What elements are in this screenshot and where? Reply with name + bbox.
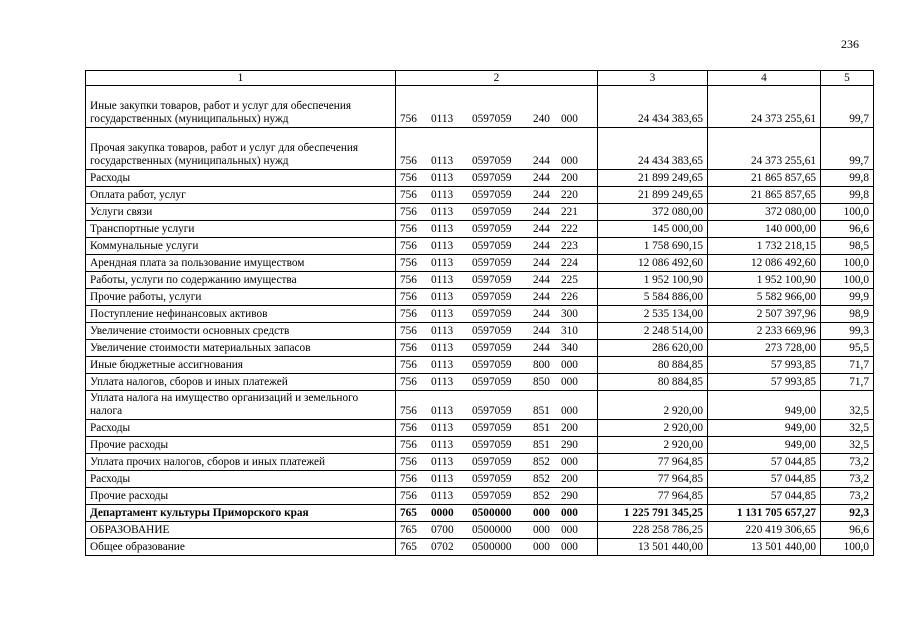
code-5: 224 [561,257,578,269]
code-2: 0113 [431,473,454,485]
row-name: Расходы [86,471,396,488]
value-planned: 2 920,00 [598,420,708,437]
row-name: Работы, услуги по содержанию имущества [86,272,396,289]
row-codes [396,522,598,539]
value-percent: 98,5 [821,238,874,255]
code-5: 220 [561,189,578,201]
code-3: 0597059 [472,240,512,252]
value-actual: 1 131 705 657,27 [708,505,821,522]
row-codes [396,437,598,454]
code-5: 222 [561,223,578,235]
value-percent: 71,7 [821,357,874,374]
code-2: 0113 [431,257,454,269]
code-3: 0597059 [472,155,512,167]
value-planned: 2 535 134,00 [598,306,708,323]
code-2: 0702 [431,541,454,553]
table-row [86,272,874,289]
table-row [86,374,874,391]
code-1: 756 [400,325,417,337]
code-3: 0597059 [472,422,512,434]
table-row [86,471,874,488]
value-planned: 21 899 249,65 [598,187,708,204]
code-2: 0113 [431,223,454,235]
value-percent: 73,2 [821,488,874,505]
value-planned: 77 964,85 [598,471,708,488]
table-row [86,357,874,374]
code-4: 850 [533,376,550,388]
row-name: Коммунальные услуги [86,238,396,255]
row-codes [396,238,598,255]
value-actual: 12 086 492,60 [708,255,821,272]
row-name: Транспортные услуги [86,221,396,238]
code-5: 225 [561,274,578,286]
code-1: 756 [400,189,417,201]
code-2: 0113 [431,274,454,286]
code-4: 852 [533,456,550,468]
code-3: 0500000 [472,507,512,519]
row-codes [396,420,598,437]
value-actual: 24 373 255,61 [708,128,821,170]
table-row [86,539,874,556]
table-body [86,86,874,556]
code-3: 0597059 [472,113,512,125]
code-5: 221 [561,206,578,218]
table-row [86,289,874,306]
code-5: 340 [561,342,578,354]
code-2: 0113 [431,359,454,371]
code-5: 000 [561,507,578,519]
value-actual: 1 952 100,90 [708,272,821,289]
row-name: Увеличение стоимости основных средств [86,323,396,340]
row-name: Услуги связи [86,204,396,221]
code-1: 756 [400,490,417,502]
row-name: Расходы [86,170,396,187]
value-percent: 95,5 [821,340,874,357]
row-codes [396,170,598,187]
code-3: 0500000 [472,524,512,536]
code-4: 244 [533,240,550,252]
row-codes [396,187,598,204]
row-name: ОБРАЗОВАНИЕ [86,522,396,539]
code-3: 0597059 [472,206,512,218]
row-codes [396,323,598,340]
page-number: 236 [841,37,859,51]
code-3: 0597059 [472,172,512,184]
row-name: Прочие работы, услуги [86,289,396,306]
code-3: 0597059 [472,257,512,269]
value-planned: 2 920,00 [598,391,708,420]
table-row [86,306,874,323]
code-4: 000 [533,541,550,553]
value-actual: 13 501 440,00 [708,539,821,556]
value-actual: 24 373 255,61 [708,86,821,128]
code-4: 244 [533,189,550,201]
value-actual: 21 865 857,65 [708,170,821,187]
value-percent: 73,2 [821,471,874,488]
value-actual: 2 233 669,96 [708,323,821,340]
code-2: 0000 [431,507,454,519]
table-row [86,204,874,221]
row-name: Департамент культуры Приморского края [86,505,396,522]
row-name: Прочие расходы [86,437,396,454]
value-percent: 96,6 [821,221,874,238]
row-codes [396,255,598,272]
value-planned: 1 758 690,15 [598,238,708,255]
code-4: 244 [533,291,550,303]
table-row [86,437,874,454]
row-name: Увеличение стоимости материальных запасов [86,340,396,357]
code-5: 200 [561,473,578,485]
value-planned: 24 434 383,65 [598,86,708,128]
code-5: 000 [561,155,578,167]
code-4: 244 [533,308,550,320]
table-row [86,391,874,420]
value-percent: 32,5 [821,391,874,420]
value-actual: 57 993,85 [708,357,821,374]
value-actual: 57 044,85 [708,471,821,488]
table-row [86,187,874,204]
table-row [86,522,874,539]
code-1: 756 [400,376,417,388]
code-4: 244 [533,274,550,286]
row-name: Расходы [86,420,396,437]
code-1: 765 [400,541,417,553]
value-percent: 32,5 [821,420,874,437]
code-2: 0113 [431,240,454,252]
column-header-4: 4 [708,71,821,86]
row-codes [396,357,598,374]
code-3: 0597059 [472,291,512,303]
code-4: 851 [533,422,550,434]
code-4: 851 [533,405,550,417]
code-1: 756 [400,405,417,417]
value-actual: 5 582 966,00 [708,289,821,306]
code-1: 756 [400,206,417,218]
value-planned: 2 920,00 [598,437,708,454]
value-percent: 99,7 [821,128,874,170]
code-3: 0597059 [472,359,512,371]
value-actual: 372 080,00 [708,204,821,221]
code-3: 0597059 [472,376,512,388]
row-name: Поступление нефинансовых активов [86,306,396,323]
value-percent: 98,9 [821,306,874,323]
code-5: 000 [561,359,578,371]
code-4: 244 [533,342,550,354]
code-3: 0597059 [472,473,512,485]
column-header-5: 5 [821,71,874,86]
row-name: Уплата налога на имущество организаций и земельного налога [86,391,396,420]
table-row [86,170,874,187]
value-planned: 24 434 383,65 [598,128,708,170]
code-4: 000 [533,507,550,519]
value-actual: 949,00 [708,437,821,454]
code-4: 852 [533,473,550,485]
value-planned: 1 952 100,90 [598,272,708,289]
value-planned: 12 086 492,60 [598,255,708,272]
value-planned: 80 884,85 [598,374,708,391]
row-codes [396,340,598,357]
row-name: Иные бюджетные ассигнования [86,357,396,374]
value-percent: 100,0 [821,255,874,272]
row-codes [396,505,598,522]
table-header-row [86,71,874,86]
code-1: 756 [400,240,417,252]
row-codes [396,289,598,306]
code-5: 000 [561,376,578,388]
code-2: 0113 [431,155,454,167]
value-actual: 949,00 [708,391,821,420]
value-actual: 140 000,00 [708,221,821,238]
column-header-3: 3 [598,71,708,86]
value-planned: 228 258 786,25 [598,522,708,539]
code-4: 800 [533,359,550,371]
code-2: 0113 [431,325,454,337]
code-1: 756 [400,155,417,167]
code-1: 765 [400,524,417,536]
code-5: 200 [561,172,578,184]
code-1: 756 [400,257,417,269]
code-5: 300 [561,308,578,320]
value-percent: 100,0 [821,204,874,221]
row-name: Оплата работ, услуг [86,187,396,204]
code-3: 0597059 [472,189,512,201]
row-codes [396,306,598,323]
table-row [86,340,874,357]
value-planned: 372 080,00 [598,204,708,221]
row-codes [396,221,598,238]
value-percent: 99,3 [821,323,874,340]
row-codes [396,488,598,505]
value-percent: 100,0 [821,539,874,556]
row-name: Арендная плата за пользование имуществом [86,255,396,272]
value-planned: 21 899 249,65 [598,170,708,187]
table-row [86,454,874,471]
code-2: 0113 [431,342,454,354]
table-row [86,323,874,340]
table-row [86,128,874,170]
column-header-1: 1 [86,71,396,86]
budget-table [85,70,874,556]
code-3: 0597059 [472,274,512,286]
code-1: 756 [400,422,417,434]
value-percent: 99,8 [821,170,874,187]
code-1: 756 [400,274,417,286]
value-actual: 1 732 218,15 [708,238,821,255]
code-4: 244 [533,155,550,167]
code-3: 0597059 [472,456,512,468]
row-codes [396,204,598,221]
value-percent: 99,8 [821,187,874,204]
code-1: 765 [400,507,417,519]
row-codes [396,471,598,488]
row-name: Иные закупки товаров, работ и услуг для обеспечения государственных (муниципальных) нужд [86,86,396,128]
code-5: 000 [561,524,578,536]
code-5: 290 [561,490,578,502]
value-percent: 96,6 [821,522,874,539]
code-1: 756 [400,456,417,468]
value-planned: 5 584 886,00 [598,289,708,306]
code-2: 0113 [431,490,454,502]
row-codes [396,391,598,420]
code-2: 0113 [431,308,454,320]
code-4: 000 [533,524,550,536]
code-5: 200 [561,422,578,434]
table-row [86,505,874,522]
value-actual: 220 419 306,65 [708,522,821,539]
code-4: 244 [533,172,550,184]
code-4: 244 [533,325,550,337]
value-actual: 949,00 [708,420,821,437]
value-planned: 1 225 791 345,25 [598,505,708,522]
code-1: 756 [400,308,417,320]
value-actual: 21 865 857,65 [708,187,821,204]
code-2: 0113 [431,113,454,125]
column-header-2: 2 [396,71,598,86]
value-percent: 73,2 [821,454,874,471]
row-codes [396,539,598,556]
row-name: Прочая закупка товаров, работ и услуг для обеспечения государственных (муниципальных) нужд [86,128,396,170]
code-2: 0700 [431,524,454,536]
code-5: 290 [561,439,578,451]
code-5: 000 [561,405,578,417]
table-row [86,86,874,128]
code-4: 240 [533,113,550,125]
code-2: 0113 [431,439,454,451]
row-codes [396,374,598,391]
row-codes [396,86,598,128]
table-row [86,221,874,238]
code-4: 244 [533,257,550,269]
code-3: 0597059 [472,439,512,451]
row-codes [396,128,598,170]
code-1: 756 [400,291,417,303]
value-actual: 57 044,85 [708,454,821,471]
value-planned: 13 501 440,00 [598,539,708,556]
code-2: 0113 [431,172,454,184]
code-5: 000 [561,456,578,468]
code-5: 000 [561,113,578,125]
code-5: 226 [561,291,578,303]
value-percent: 32,5 [821,437,874,454]
value-planned: 77 964,85 [598,488,708,505]
value-actual: 57 993,85 [708,374,821,391]
code-2: 0113 [431,422,454,434]
code-1: 756 [400,473,417,485]
code-2: 0113 [431,189,454,201]
code-3: 0597059 [472,223,512,235]
value-actual: 273 728,00 [708,340,821,357]
table-row [86,238,874,255]
code-1: 756 [400,113,417,125]
value-planned: 2 248 514,00 [598,323,708,340]
code-4: 852 [533,490,550,502]
table-row [86,488,874,505]
value-actual: 57 044,85 [708,488,821,505]
code-3: 0500000 [472,541,512,553]
row-codes [396,454,598,471]
code-3: 0597059 [472,490,512,502]
code-3: 0597059 [472,405,512,417]
code-3: 0597059 [472,308,512,320]
table-row [86,255,874,272]
code-1: 756 [400,172,417,184]
row-name: Уплата прочих налогов, сборов и иных платежей [86,454,396,471]
value-percent: 99,9 [821,289,874,306]
value-planned: 77 964,85 [598,454,708,471]
code-2: 0113 [431,456,454,468]
row-codes [396,272,598,289]
value-planned: 80 884,85 [598,357,708,374]
table-row [86,420,874,437]
code-4: 244 [533,223,550,235]
code-2: 0113 [431,291,454,303]
value-percent: 71,7 [821,374,874,391]
value-percent: 100,0 [821,272,874,289]
code-1: 756 [400,223,417,235]
value-percent: 99,7 [821,86,874,128]
code-4: 851 [533,439,550,451]
code-5: 000 [561,541,578,553]
value-percent: 92,3 [821,505,874,522]
code-5: 310 [561,325,578,337]
code-1: 756 [400,439,417,451]
code-1: 756 [400,342,417,354]
code-3: 0597059 [472,325,512,337]
row-name: Уплата налогов, сборов и иных платежей [86,374,396,391]
value-planned: 286 620,00 [598,340,708,357]
code-5: 223 [561,240,578,252]
code-4: 244 [533,206,550,218]
code-2: 0113 [431,376,454,388]
row-name: Общее образование [86,539,396,556]
code-2: 0113 [431,206,454,218]
code-3: 0597059 [472,342,512,354]
value-actual: 2 507 397,96 [708,306,821,323]
row-name: Прочие расходы [86,488,396,505]
code-1: 756 [400,359,417,371]
value-planned: 145 000,00 [598,221,708,238]
code-2: 0113 [431,405,454,417]
